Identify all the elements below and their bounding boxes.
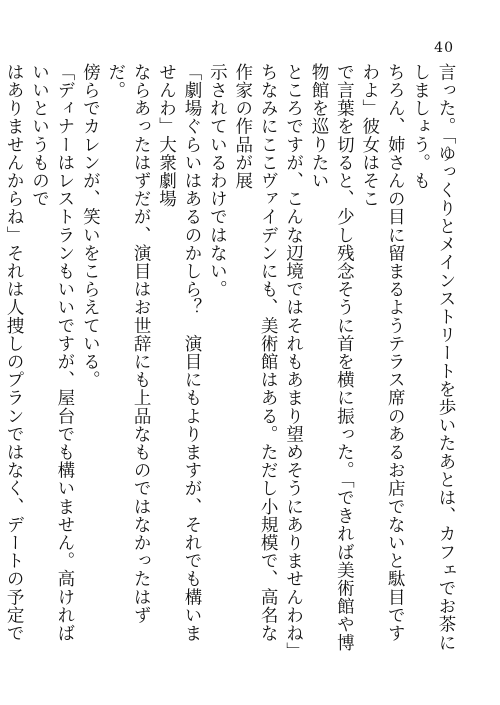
text-line: ちなみにここヴァイデンにも、美術館はある。ただし小規模で、高名な作家の作品が展 [232, 63, 279, 643]
page-number: 40 [434, 40, 454, 56]
text-line: 示されているわけではない。 [207, 63, 228, 299]
text-line: はありませんからね」それは人捜しのプランではなく、デートの予定で [4, 63, 25, 643]
body-text [4, 63, 458, 661]
text-line: 傍らでカレンが、笑いをこらえている。 [80, 63, 101, 389]
text-line: で言葉を切ると、少し残念そうに首を横に振った。「できれば美術館や博物館を巡りたい [308, 63, 355, 652]
text-line: ならあったはずだが、演目はお世辞にも上品なものではなかったはずだ。 [105, 63, 152, 625]
text-line: 「ディナーはレストランもいいですが、屋台でも構いません。高ければいいというもので [29, 63, 75, 643]
text-line: ところですが、こんな辺境ではそれもあまり望めそうにありませんわね」 [283, 63, 304, 661]
text-line: ちろん、姉さんの目に留まるようテラス席のあるお店でないと駄目ですわよ」彼女はそこ [359, 63, 406, 643]
text-line: 「劇場ぐらいはあるのかしら？ 演目にもよりますが、それでも構いませんわ」大衆劇場 [156, 63, 202, 643]
text-line: 言った。「ゆっくりとメインストリートを歩いたあとは、カフェでお茶にしましょう。も [410, 63, 456, 652]
